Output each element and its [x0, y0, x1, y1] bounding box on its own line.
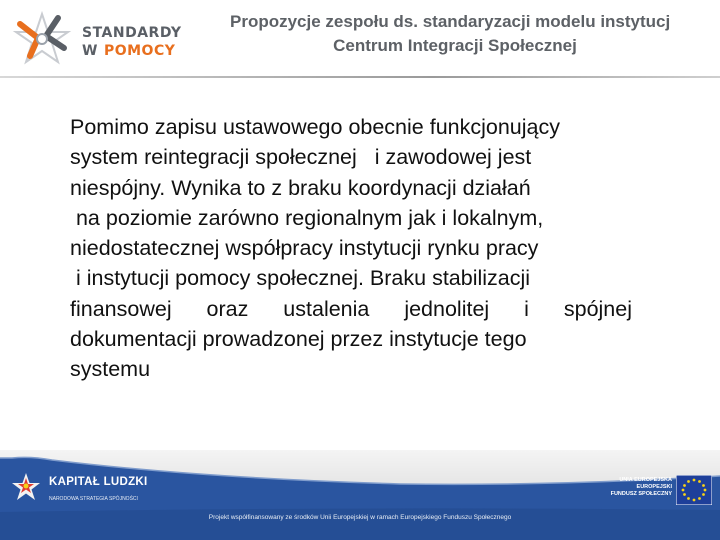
- slide-title-line-2: Centrum Integracji Społecznej: [333, 36, 577, 55]
- body-paragraph: [70, 112, 680, 385]
- body-line: niespójny. Wynika to z braku koordynacji działań: [70, 175, 531, 200]
- slide-title: [190, 10, 720, 58]
- kapital-ludzki-emblem-icon: [10, 472, 42, 502]
- slide-footer: [0, 450, 720, 540]
- eu-flag-icon: [676, 475, 712, 505]
- body-line: systemu: [70, 357, 151, 382]
- eu-label-line-2: EUROPEJSKI: [636, 484, 672, 490]
- logo-word-pomocy: POMOCY: [103, 43, 176, 59]
- body-line: finansowej oraz ustalenia jednolitej i spójnej: [70, 296, 632, 321]
- eu-label-line-1: UNIA EUROPEJSKA: [619, 477, 672, 483]
- kapital-ludzki-name: KAPITAŁ LUDZKI: [49, 476, 148, 488]
- logo-word-standardy: STANDARDY: [82, 25, 182, 41]
- kapital-ludzki-subtitle: NARODOWA STRATEGIA SPÓJNOŚCI: [49, 496, 138, 502]
- slide-header: [0, 0, 720, 78]
- body-line: system reintegracji społecznej i zawodowej jest: [70, 145, 532, 170]
- cofinancing-caption: Projekt współfinansowany ze środków Unii Europejskiej w ramach Europejskiego Funduszu Społecznego: [208, 514, 512, 521]
- body-line: i instytucji pomocy społecznej. Braku stabilizacji: [70, 266, 531, 291]
- eu-label-line-3: FUNDUSZ SPOŁECZNY: [610, 491, 672, 497]
- slide-title-line-1: Propozycje zespołu ds. standaryzacji modelu instytucj: [230, 12, 671, 31]
- star-logo-icon: [12, 10, 74, 68]
- body-line: na poziomie zarówno regionalnym jak i lokalnym,: [70, 205, 544, 230]
- standardy-w-pomocy-logo: [12, 10, 187, 68]
- body-line: Pomimo zapisu ustawowego obecnie funkcjonujący: [70, 115, 560, 139]
- eu-label: [556, 477, 672, 498]
- body-line: dokumentacji prowadzonej przez instytucje tego: [70, 327, 527, 352]
- body-line: niedostatecznej współpracy instytucji rynku pracy: [70, 236, 539, 261]
- logo-word-w: W: [82, 43, 98, 59]
- logo-word-w-pomocy: [82, 43, 175, 59]
- header-divider: [0, 76, 720, 78]
